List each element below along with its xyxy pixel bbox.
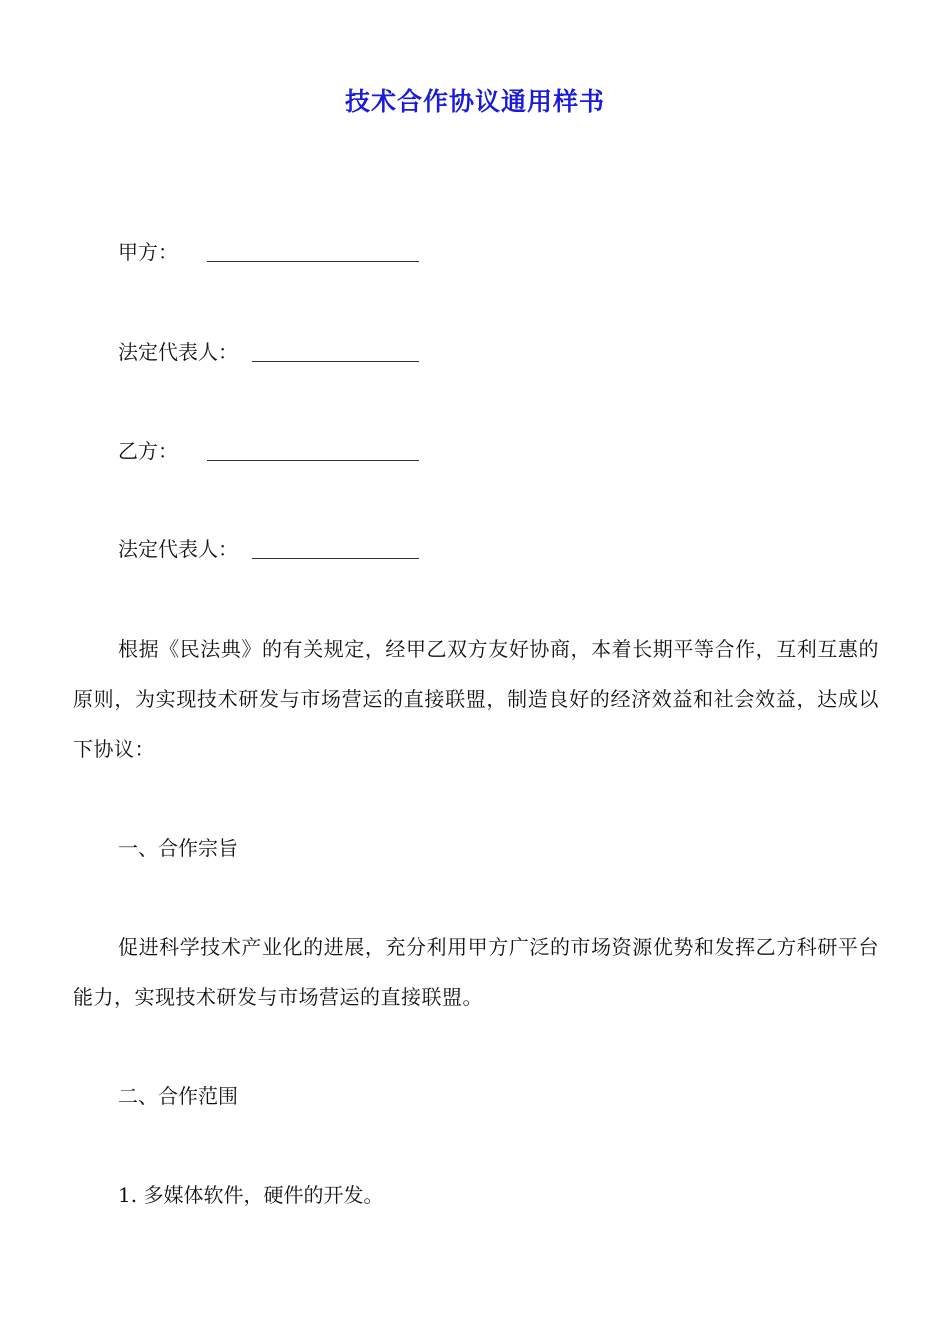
legal-rep-b-row: [118, 525, 238, 573]
section1-heading: 一、合作宗旨: [118, 836, 238, 860]
section2-item-1: 1. 多媒体软件，硬件的开发。: [118, 1183, 384, 1207]
document-title: 技术合作协议通用样书: [344, 87, 605, 116]
party-b-blank-line: [207, 460, 419, 461]
intro-paragraph: 根据《民法典》的有关规定，经甲乙双方友好协商，本着长期平等合作，互利互惠的原则，为实现技术研发与市场营运的直接联盟，制造良好的经济效益和社会效益，达成以下协议：: [73, 637, 879, 761]
party-a-blank-line: [207, 261, 419, 262]
legal-rep-a-label: 法定代表人：: [118, 340, 238, 364]
section1-paragraph: 促进科学技术产业化的进展，充分利用甲方广泛的市场资源优势和发挥乙方科研平台能力，实现技术研发与市场营运的直接联盟。: [73, 935, 879, 1009]
legal-rep-a-blank-line: [252, 361, 419, 362]
legal-rep-b-label: 法定代表人：: [118, 537, 238, 561]
party-b-label: 乙方：: [118, 439, 178, 463]
legal-rep-a-row: [118, 328, 238, 376]
party-b-row: [118, 427, 178, 475]
party-a-label: 甲方：: [118, 240, 178, 264]
party-a-row: [118, 228, 178, 276]
section2-heading: 二、合作范围: [118, 1084, 238, 1108]
legal-rep-b-blank-line: [252, 558, 419, 559]
